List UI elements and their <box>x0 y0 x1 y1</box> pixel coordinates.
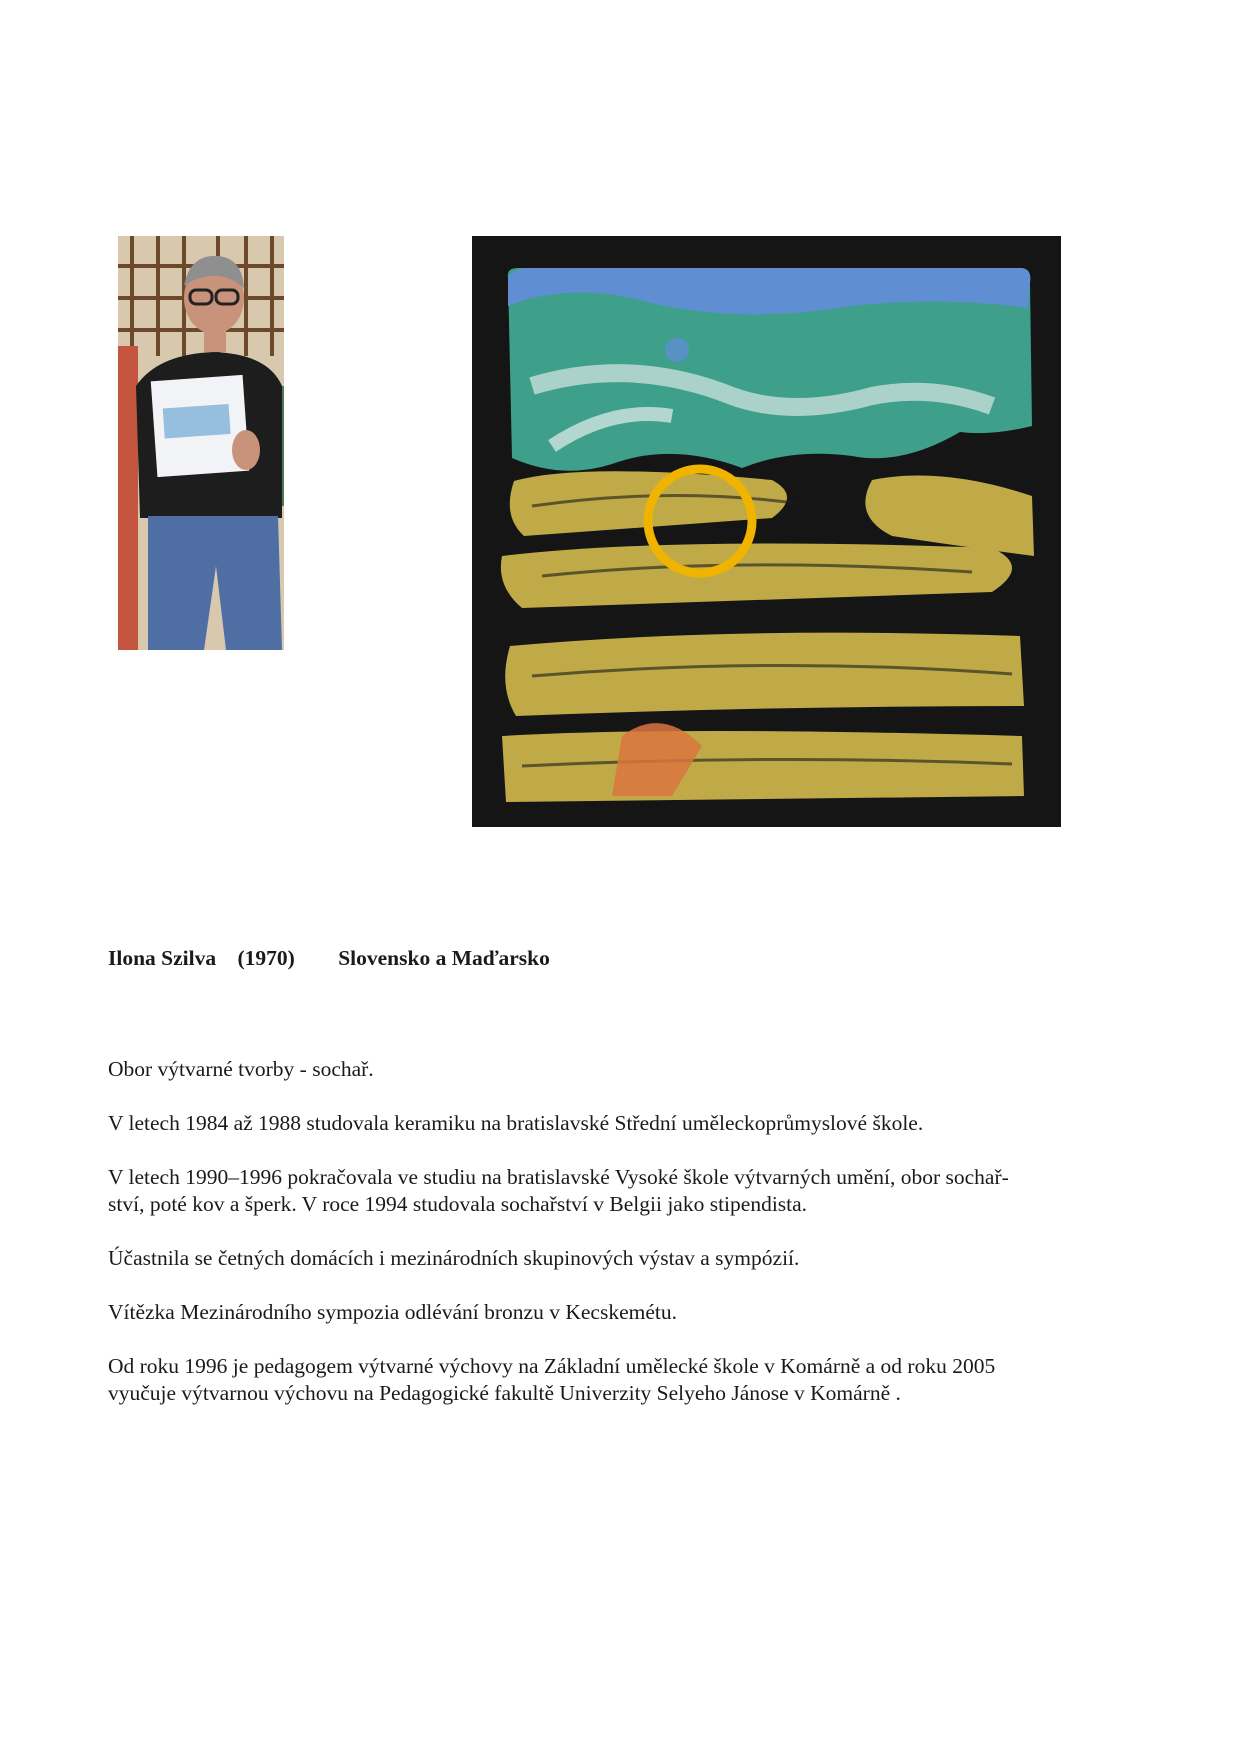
enamel-artwork <box>472 236 1061 827</box>
artist-name: Ilona Szilva <box>108 946 217 970</box>
bio-paragraph: V letech 1990–1996 pokračovala ve studiu na bratislavské Vysoké škole výtvarných umění, obor sochař- ství, poté kov a šperk. V roce 1994 studovala sochařství v Belgii jako stipendista. <box>108 1165 1009 1216</box>
bio-paragraph: Vítězka Mezinárodního sympozia odlévání bronzu v Kecskemétu. <box>108 1300 677 1324</box>
artist-years: (1970) <box>237 946 295 970</box>
bio-paragraph: Obor výtvarné tvorby - sochař. <box>108 1057 374 1081</box>
artist-country: Slovensko a Maďarsko <box>338 946 550 970</box>
bio-paragraph: Od roku 1996 je pedagogem výtvarné výchovy na Základní umělecké škole v Komárně a od roku 2005 vyučuje výtvarnou výchovu na Pedagogické fakultě Univerzity Selyeho Jánose v Komárně . <box>108 1354 996 1405</box>
artist-heading <box>108 946 550 971</box>
artist-photo <box>118 236 284 650</box>
bio-paragraph: V letech 1984 až 1988 studovala keramiku na bratislavské Střední uměleckoprůmyslové škole. <box>108 1111 924 1135</box>
biography <box>108 1056 1168 1434</box>
bio-paragraph: Účastnila se četných domácích i mezinárodních skupinových výstav a sympózií. <box>108 1246 800 1270</box>
